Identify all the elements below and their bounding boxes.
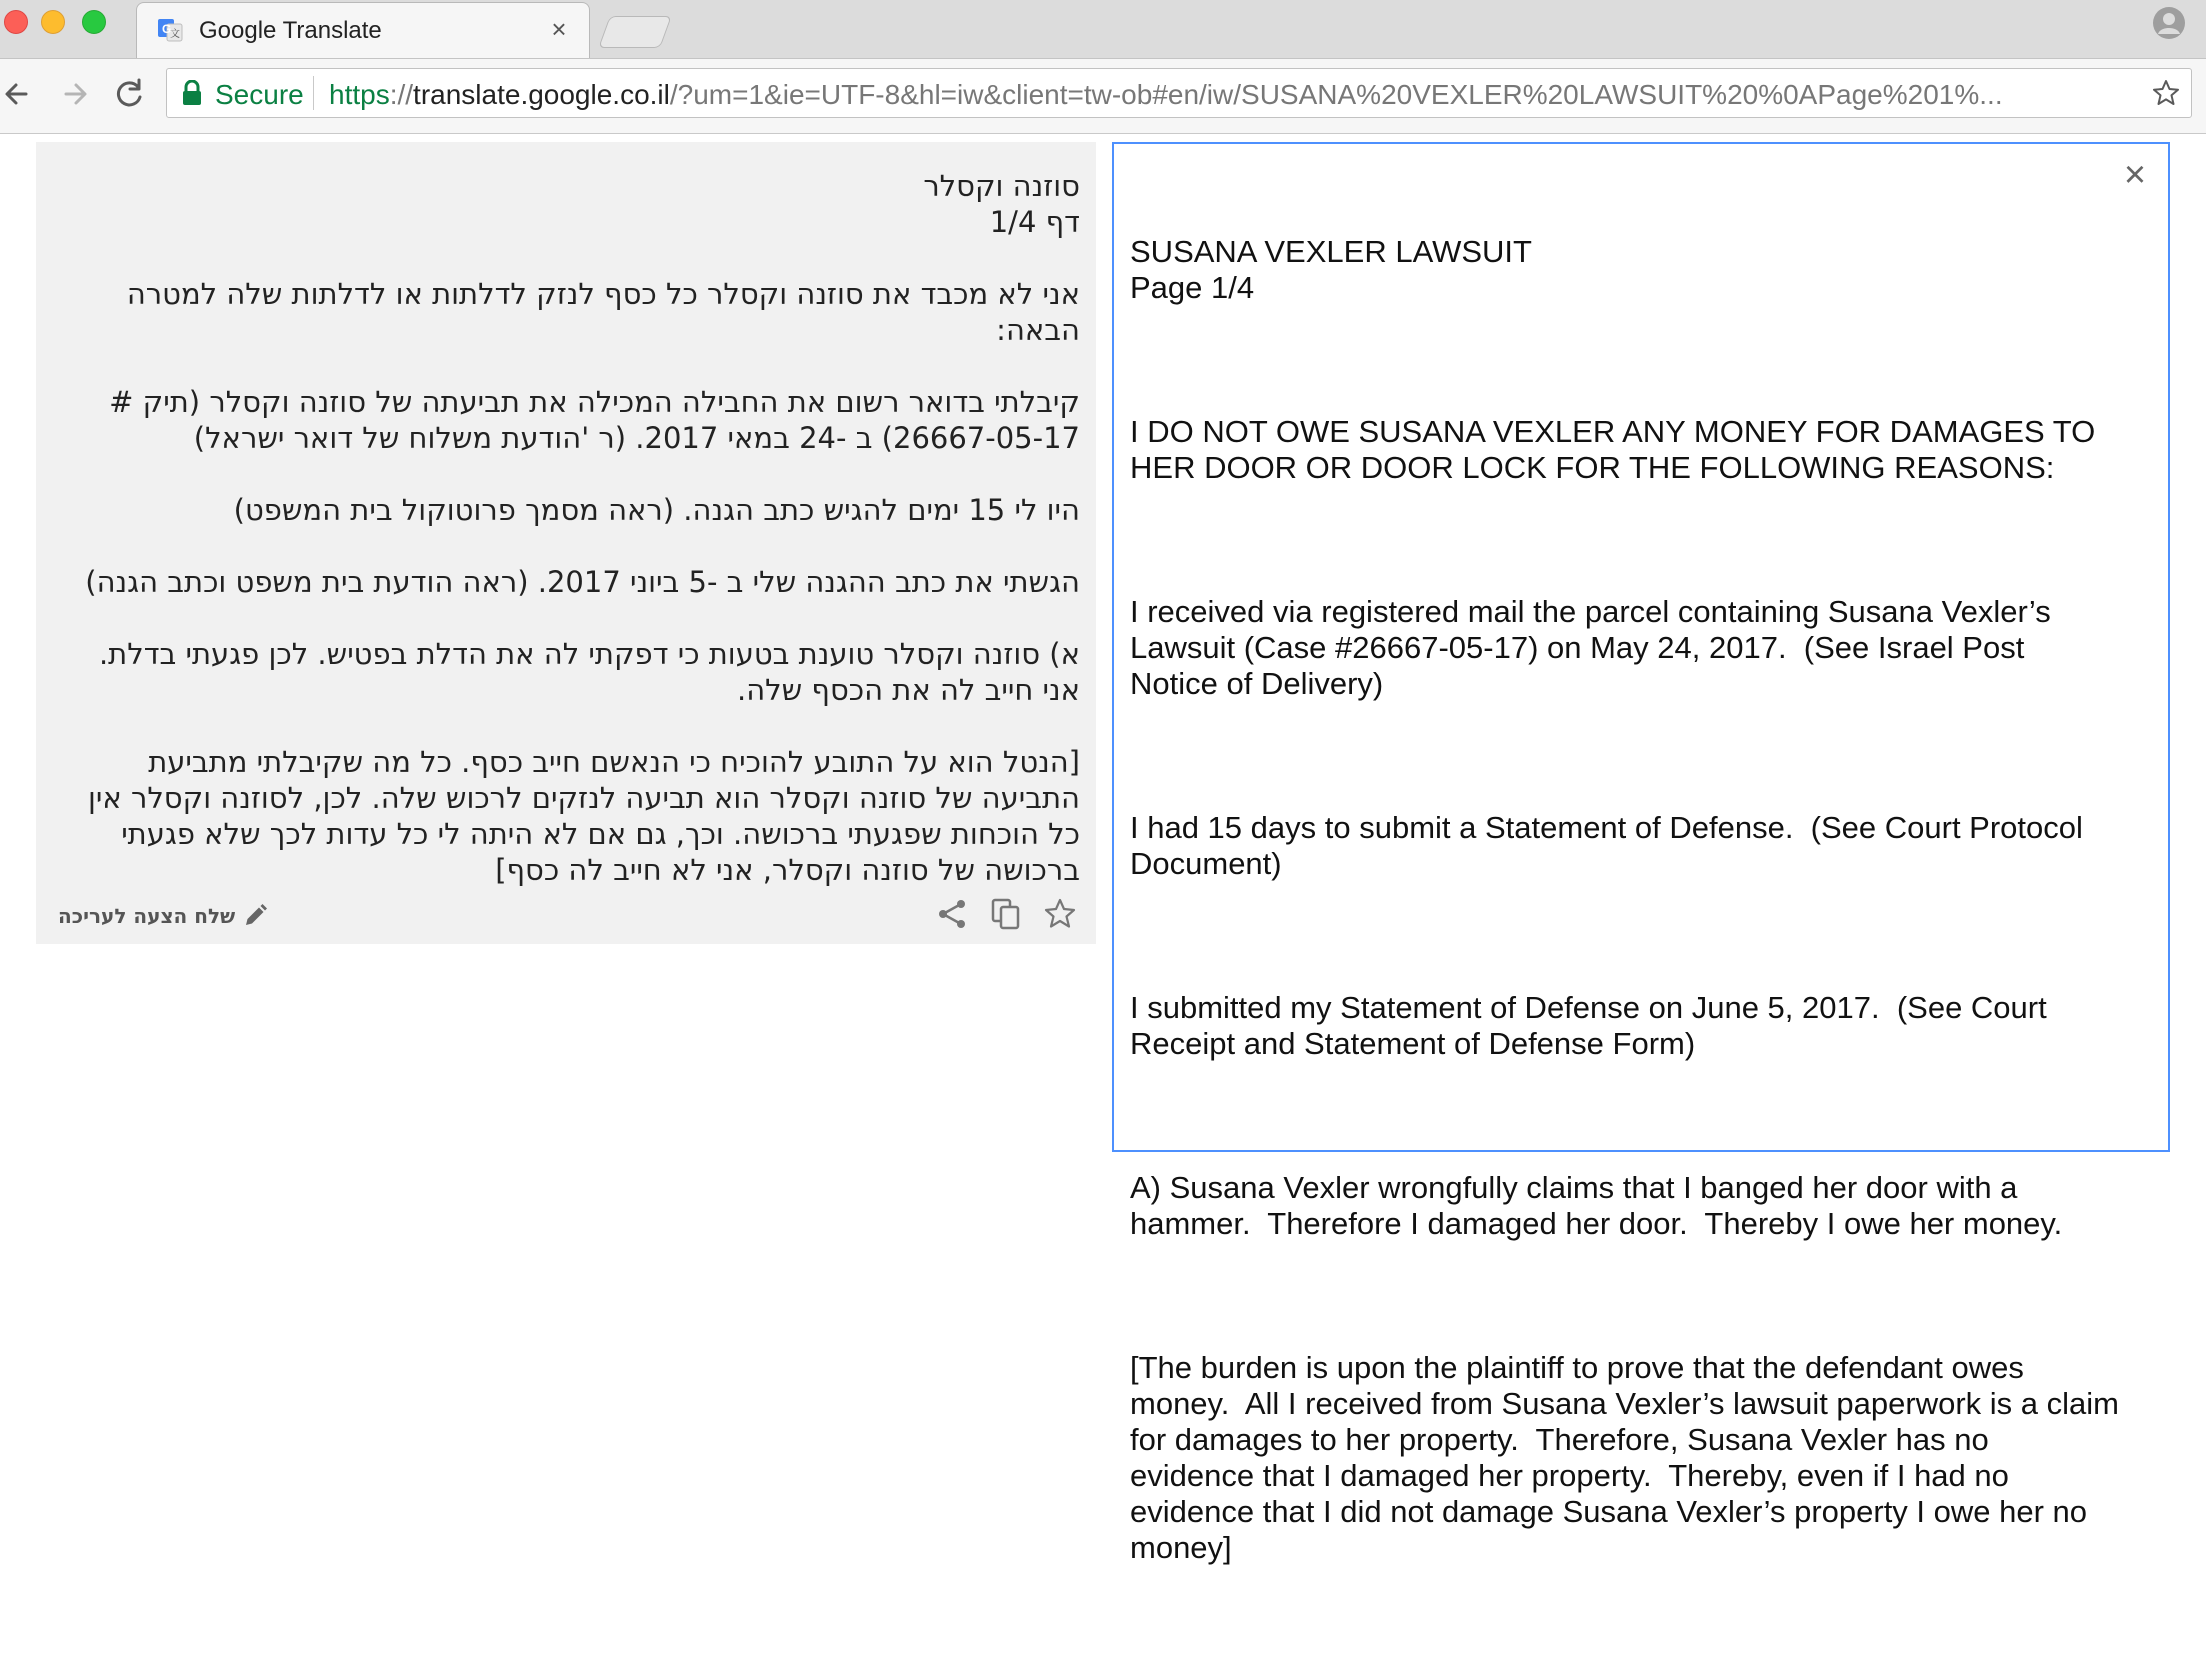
close-window-button[interactable] bbox=[4, 10, 28, 34]
lock-icon[interactable] bbox=[181, 80, 203, 106]
reload-icon[interactable] bbox=[108, 73, 150, 115]
google-translate-favicon bbox=[157, 16, 183, 42]
source-panel bbox=[36, 142, 1096, 944]
source-paragraph: אני לא מכבד את סוזנה וקסלר כל כסף לנזק לדלתות או לדלתות שלה למטרה הבאה: bbox=[126, 277, 1080, 347]
maximize-window-button[interactable] bbox=[82, 10, 106, 34]
tab-title: Google Translate bbox=[199, 17, 382, 44]
source-text bbox=[56, 168, 1080, 924]
target-paragraph: I DO NOT OWE SUSANA VEXLER ANY MONEY FOR DAMAGES TO HER DOOR OR DOOR LOCK FOR THE FOLLOWING REASONS: bbox=[1130, 414, 2104, 485]
bookmark-star-icon[interactable] bbox=[2151, 78, 2181, 108]
minimize-window-button[interactable] bbox=[41, 10, 65, 34]
suggest-edit-label: שלח הצעה לעריכה bbox=[58, 904, 236, 928]
target-paragraph: I had 15 days to submit a Statement of Defense. (See Court Protocol Document) bbox=[1130, 810, 2092, 881]
target-paragraph: SUSANA VEXLER LAWSUIT Page 1/4 bbox=[1130, 234, 1532, 305]
copy-icon[interactable] bbox=[988, 896, 1024, 932]
target-paragraph: I received via registered mail the parcel containing Susana Vexler’s Lawsuit (Case #26667-05-17) on May 24, 2017. (See Israel Post Notice of Delivery) bbox=[1130, 594, 2060, 701]
target-paragraph: I submitted my Statement of Defense on June 5, 2017. (See Court Receipt and Statement of Defense Form) bbox=[1130, 990, 2056, 1061]
url-separator: :// bbox=[389, 79, 414, 110]
url-divider bbox=[313, 76, 314, 110]
url-text[interactable] bbox=[329, 79, 2149, 111]
tab-strip bbox=[0, 0, 2206, 59]
star-icon[interactable] bbox=[1042, 896, 1078, 932]
new-tab-button[interactable] bbox=[598, 16, 672, 48]
svg-text:文: 文 bbox=[170, 29, 180, 40]
profile-icon[interactable] bbox=[2152, 6, 2186, 40]
svg-text:G: G bbox=[162, 22, 172, 36]
source-paragraph: הגשתי את כתב ההגנה שלי ב -5 ביוני 2017. (ראה הודעת בית משפט וכתב הגנה) bbox=[85, 565, 1080, 599]
tab-google-translate[interactable] bbox=[136, 2, 590, 58]
source-paragraph: סוזנה וקסלר דף 1/4 bbox=[923, 169, 1080, 239]
target-paragraph: A) Susana Vexler wrongfully claims that I banged her door with a hammer. Therefore I damaged her door. Thereby I owe her money. bbox=[1130, 1170, 2063, 1241]
source-paragraph: קיבלתי בדואר רשום את החבילה המכילה את תביעתה של סוזנה וקסלר (תיק # 26667-05-17) ב -24 במאי 2017. (ר 'הודעת משלוח של דואר ישראל) bbox=[109, 385, 1080, 455]
source-paragraph: [הנטל הוא על התובע להוכיח כי הנאשם חייב כסף. כל מה שקיבלתי מתביעת התביעה של סוזנה וקסלר הוא תביעה לנזקים לרכוש שלה. לכן, לסוזנה וקסלר אין כל הוכחות שפגעתי ברכושה. וכך, גם אם לא היתה לי כל עדות לכך שלא פגעתי ברכושה של סוזנה וקסלר, אני לא חייב לה כסף] bbox=[87, 745, 1080, 887]
browser-toolbar bbox=[0, 59, 2206, 134]
pencil-icon bbox=[241, 902, 269, 930]
source-paragraph: א) סוזנה וקסלר טוענת בטעות כי דפקתי לה את הדלת בפטיש. לכן פגעתי בדלת. אני חייב לה את הכסף שלה. bbox=[98, 637, 1080, 707]
target-panel[interactable] bbox=[1112, 142, 2170, 1565]
url-path: /?um=1&ie=UTF-8&hl=iw&client=tw-ob#en/iw/SUSANA%20VEXLER%20LAWSUIT%20%0APage%201%... bbox=[669, 79, 2003, 110]
clear-text-icon[interactable]: × bbox=[2123, 154, 2147, 196]
source-paragraph: היו לי 15 ימים להגיש כתב הגנה. (ראה מסמך פרוטוקול בית המשפט) bbox=[233, 493, 1080, 527]
url-scheme: https bbox=[329, 79, 390, 110]
address-bar[interactable] bbox=[166, 68, 2192, 118]
translate-page bbox=[0, 134, 2206, 1565]
share-icon[interactable] bbox=[934, 896, 970, 932]
tab-close-icon[interactable]: × bbox=[551, 14, 567, 44]
secure-label[interactable]: Secure bbox=[215, 79, 304, 110]
url-host: translate.google.co.il bbox=[413, 79, 670, 110]
suggest-edit-link[interactable] bbox=[58, 898, 269, 934]
target-paragraph: [The burden is upon the plaintiff to prove that the defendant owes money. All I received from Susana Vexler’s lawsuit paperwork is a claim for damages to her property. Therefore, Susana Vexler has no evidence that I damaged her property. Thereby, even if I had no evidence that I did not damage Susana Vexler’s property I owe her no money] bbox=[1130, 1350, 2128, 1565]
target-text[interactable] bbox=[1130, 162, 2128, 1674]
forward-icon[interactable] bbox=[54, 73, 96, 115]
back-icon[interactable] bbox=[0, 73, 38, 115]
